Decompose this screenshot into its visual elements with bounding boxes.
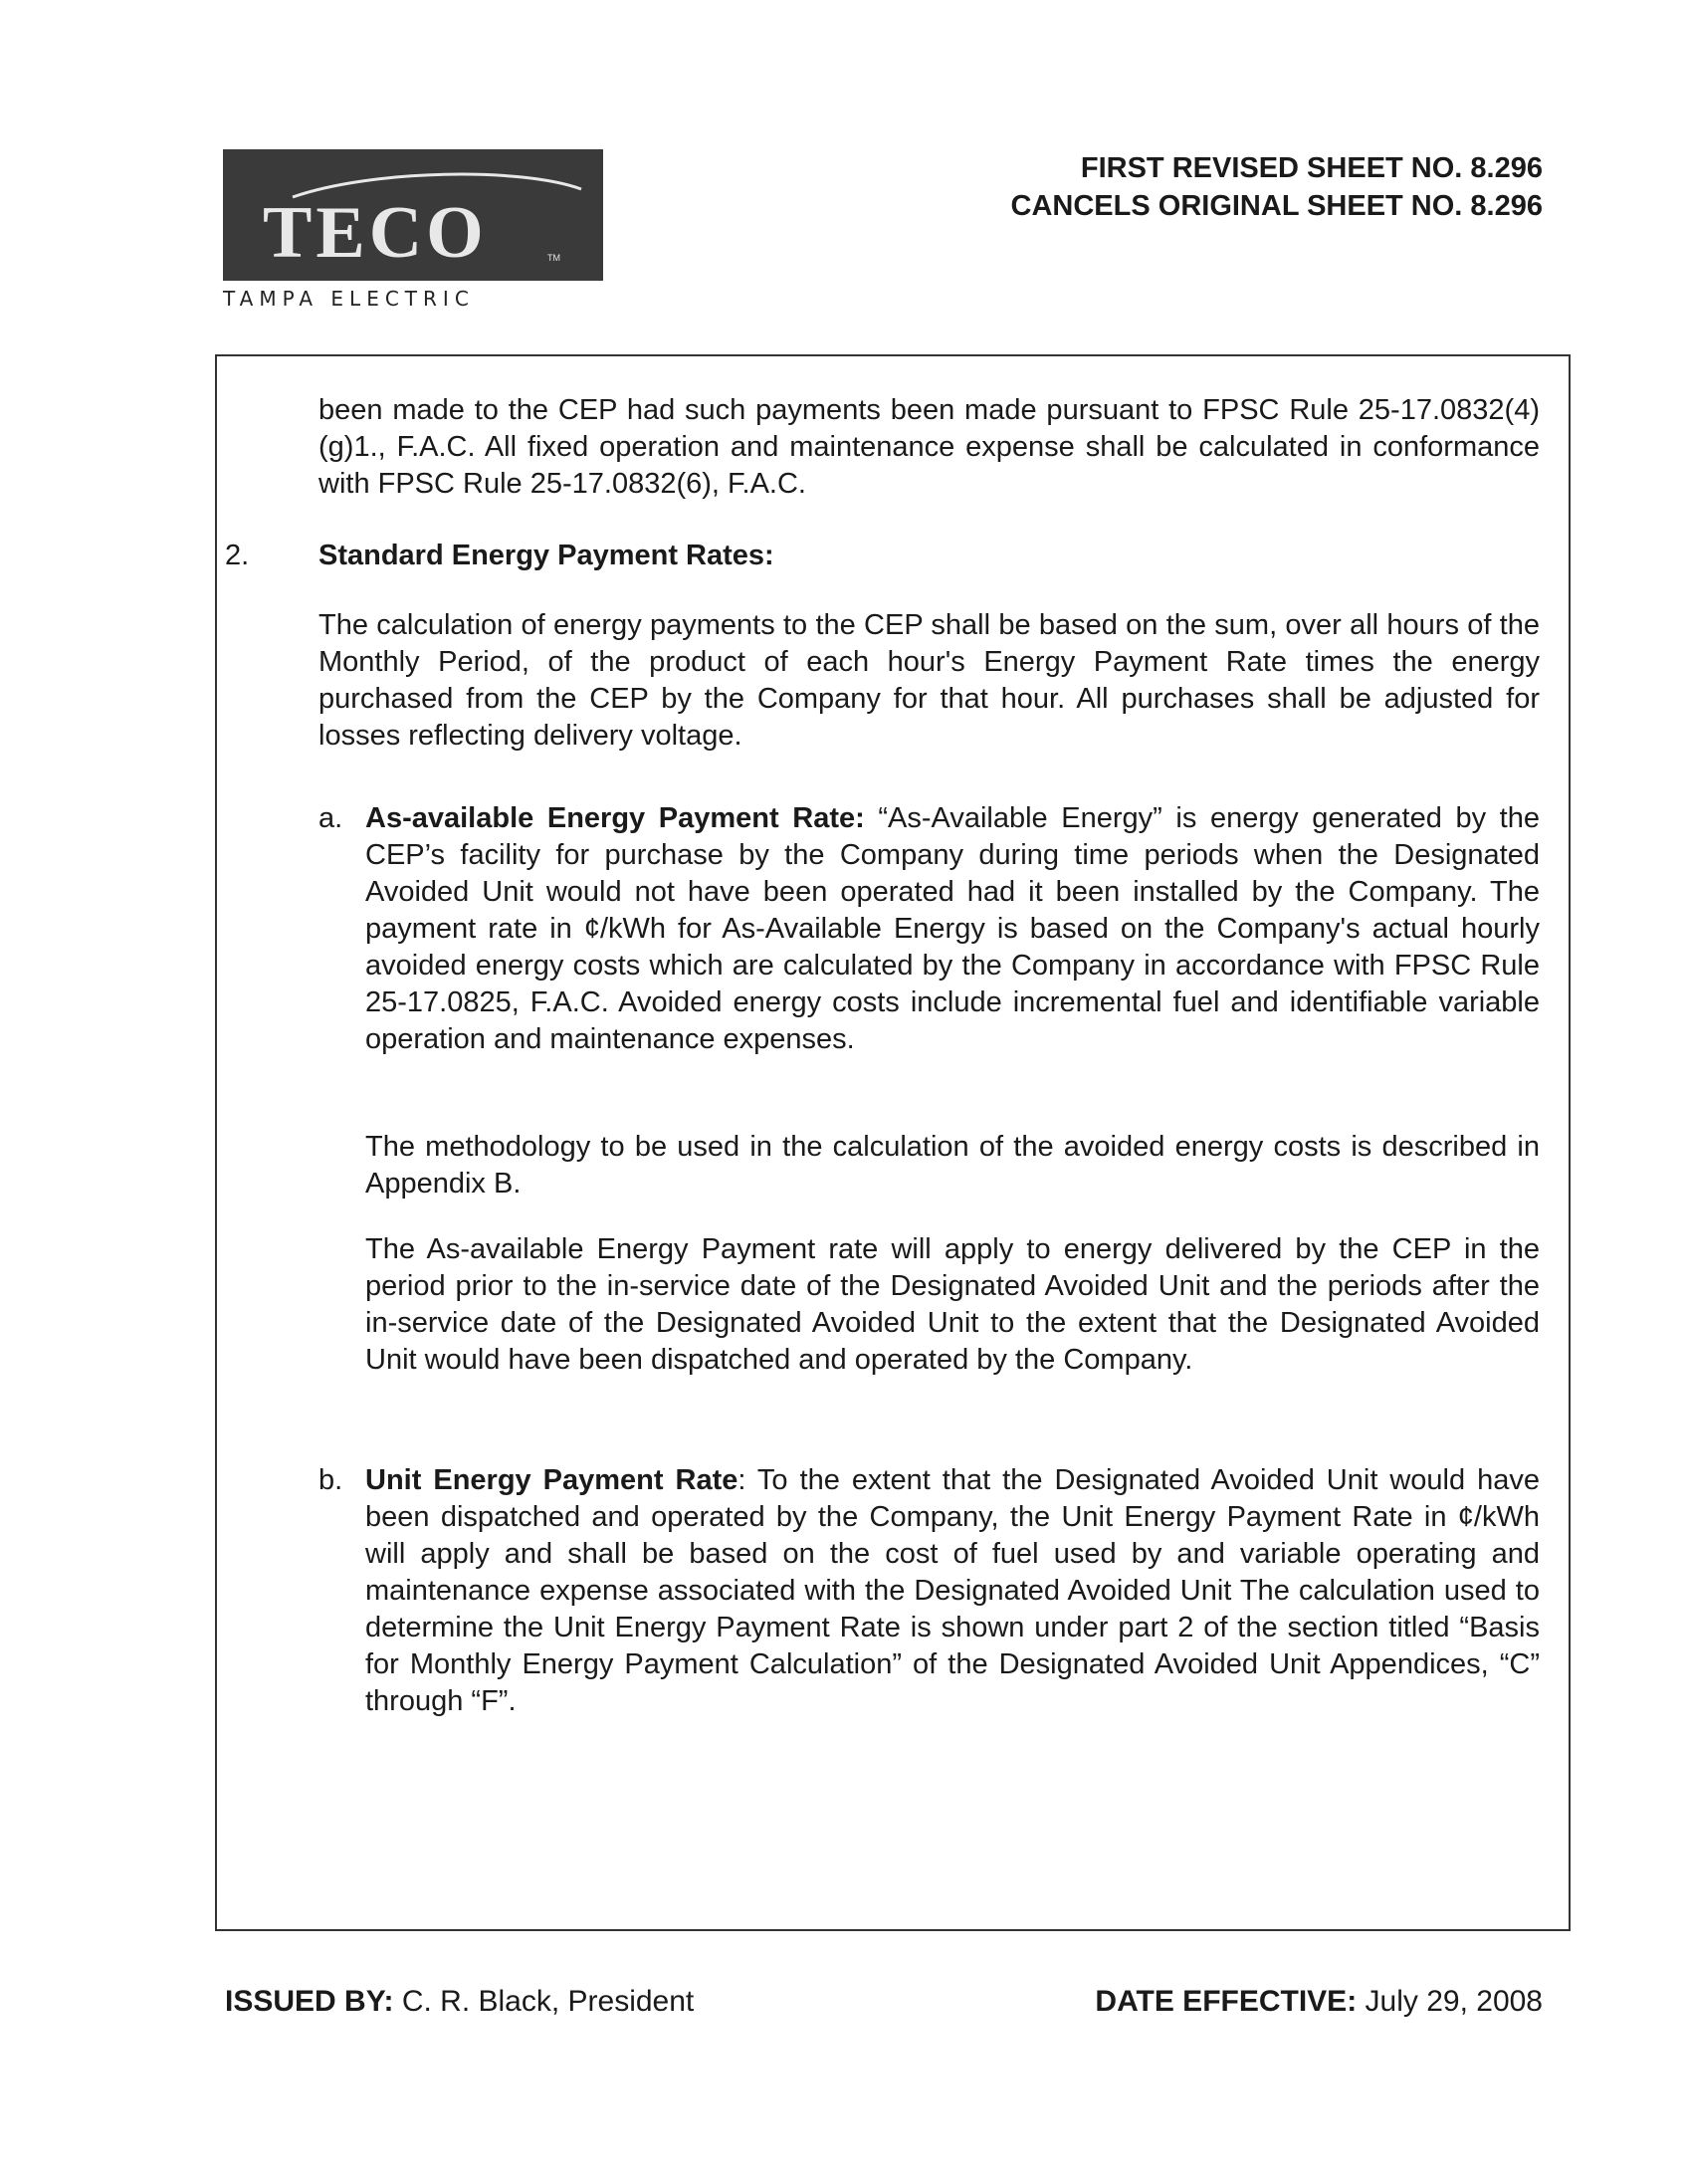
issued-by-label: ISSUED BY: [225, 1985, 394, 2018]
issued-by-value: C. R. Black, President [401, 1985, 695, 2018]
date-effective-value: July 29, 2008 [1365, 1985, 1543, 2018]
logo-swoosh-icon [223, 149, 603, 281]
item-b-title: Unit Energy Payment Rate [365, 1464, 738, 1496]
sheet-header [1011, 149, 1543, 225]
svg-text:TM: TM [547, 253, 560, 263]
item-b-letter: b. [318, 1464, 343, 1496]
item-b-text: : To the extent that the Designated Avoided Unit would have been dispatched and operated by the Company, the Unit Energy Payment Rate in ¢/kWh will apply and shall be based on the cost of fuel used by and variable operating and maintenance expense associated with the Designated Avoided Unit The calculation used to determine the Unit Energy Payment Rate is shown under part 2 of the section titled “Basis for Monthly Energy Payment Calculation” of the Designated Avoided Unit Appendices, “C” through “F”. [365, 1464, 1540, 1717]
issued-by [225, 1983, 694, 2021]
company-logo [223, 149, 603, 281]
section-title: Standard Energy Payment Rates: [318, 540, 774, 571]
date-effective [1095, 1983, 1543, 2021]
as-available-applicability-paragraph: The As-available Energy Payment rate will apply to energy delivered by the CEP in the period prior to the in-service date of the Designated Avoided Unit and the periods after the in-service date of the Designated Avoided Unit to the extent that the Designated Avoided Unit would have been dispatched and operated by the Company. [365, 1233, 1540, 1376]
item-a-text: “As-Available Energy” is energy generated by the CEP’s facility for purchase by the Company during time periods when the Designated Avoided Unit would not have been operated had it been installed by the Company. The payment rate in ¢/kWh for As-Available Energy is based on the Company's actual hourly avoided energy costs which are calculated by the Company in accordance with FPSC Rule 25-17.0825, F.A.C. Avoided energy costs include incremental fuel and identifiable variable operation and maintenance expenses. [365, 802, 1540, 1055]
section-number: 2. [225, 540, 250, 571]
methodology-paragraph: The methodology to be used in the calculation of the avoided energy costs is described in Appendix B. [365, 1131, 1540, 1200]
item-a-paragraph [365, 800, 1540, 1058]
section-intro-paragraph: The calculation of energy payments to the CEP shall be based on the sum, over all hours of the Monthly Period, of the product of each hour's Energy Payment Rate times the energy purchased from the CEP by the Company for that hour. All purchases shall be adjusted for losses reflecting delivery voltage. [318, 609, 1540, 752]
continuation-paragraph: been made to the CEP had such payments been made pursuant to FPSC Rule 25-17.0832(4)(g)1., F.A.C. All fixed operation and maintenance expense shall be calculated in conformance with FPSC Rule 25-17.0832(6), F.A.C. [318, 394, 1540, 500]
date-effective-label: DATE EFFECTIVE: [1095, 1985, 1358, 2018]
logo-subtitle: TAMPA ELECTRIC [223, 287, 475, 311]
item-a-title: As-available Energy Payment Rate: [365, 802, 865, 834]
item-b-paragraph [365, 1462, 1540, 1720]
cancels-sheet-line: CANCELS ORIGINAL SHEET NO. 8.296 [1010, 190, 1543, 222]
logo-text: TECO [263, 192, 488, 274]
sheet-number-line: FIRST REVISED SHEET NO. 8.296 [1080, 152, 1543, 184]
item-a-letter: a. [318, 802, 343, 834]
